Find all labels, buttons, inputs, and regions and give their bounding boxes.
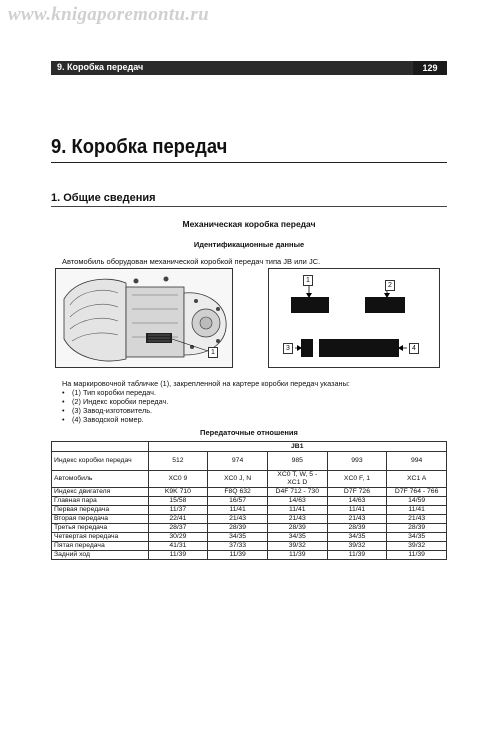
subsection-title: Механическая коробка передач [182, 219, 316, 229]
running-header [51, 61, 447, 75]
table-cell: 34/35 [208, 533, 268, 542]
table-row [52, 488, 447, 497]
table-cell: 37/33 [208, 542, 268, 551]
table-row [52, 506, 447, 515]
row-label: Индекс двигателя [52, 488, 149, 497]
table-cell: 14/63 [327, 497, 387, 506]
table-cell: XC0 9 [148, 471, 208, 488]
row-label: Пятая передача [52, 542, 149, 551]
running-header-title: 9. Коробка передач [57, 62, 144, 72]
plate-field-1 [291, 297, 329, 313]
plate-callout-4: 4 [409, 343, 419, 354]
table-cell: 11/39 [148, 551, 208, 560]
table-cell: 14/63 [267, 497, 327, 506]
identification-plate-diagram [268, 268, 440, 368]
table-cell: 15/58 [148, 497, 208, 506]
figure-callout: 1 [208, 347, 218, 358]
list-item: • (1) Тип коробки передач. [62, 388, 168, 397]
table-cell: XC1 A [387, 471, 447, 488]
table-cell: 21/43 [327, 515, 387, 524]
plate-callout-2: 2 [385, 280, 395, 291]
table-cell: 11/41 [327, 506, 387, 515]
table-cell: 28/39 [208, 524, 268, 533]
table-cell: XC0 T, W, 5 - XC1 D [267, 471, 327, 488]
plate-items-list [62, 388, 168, 424]
table-cell: 11/39 [208, 551, 268, 560]
table-cell: D7F 726 [327, 488, 387, 497]
table-cell: K9K 710 [148, 488, 208, 497]
table-cell: 994 [387, 452, 447, 471]
table-cell: 512 [148, 452, 208, 471]
table-cell: 21/43 [387, 515, 447, 524]
table-cell: F8Q 632 [208, 488, 268, 497]
table-cell: 28/39 [327, 524, 387, 533]
chapter-divider [51, 162, 447, 163]
plate-field-3 [301, 339, 313, 357]
table-header-empty [52, 442, 149, 452]
page-number: 129 [413, 61, 447, 75]
table-cell: 34/35 [327, 533, 387, 542]
table-cell: 34/35 [387, 533, 447, 542]
table-cell: 39/32 [267, 542, 327, 551]
section-title: 1. Общие сведения [51, 192, 156, 204]
table-row [52, 515, 447, 524]
table-cell: 14/59 [387, 497, 447, 506]
row-label: Индекс коробки передач [52, 452, 149, 471]
table-cell: 11/39 [327, 551, 387, 560]
section-divider [51, 206, 447, 207]
table-cell: 21/43 [208, 515, 268, 524]
plate-field-2 [365, 297, 405, 313]
table-row [52, 452, 447, 471]
table-row [52, 471, 447, 488]
table-cell: 11/41 [208, 506, 268, 515]
plate-field-4 [319, 339, 399, 357]
plate-callout-1: 1 [303, 275, 313, 286]
list-item: • (4) Заводской номер. [62, 415, 168, 424]
table-cell: 30/29 [148, 533, 208, 542]
table-cell: 28/37 [148, 524, 208, 533]
plate-callout-3: 3 [283, 343, 293, 354]
table-cell: 28/39 [267, 524, 327, 533]
table-cell: 985 [267, 452, 327, 471]
table-cell: 39/32 [387, 542, 447, 551]
table-row [52, 497, 447, 506]
table-cell: D7F 764 - 766 [387, 488, 447, 497]
list-item: • (2) Индекс коробки передач. [62, 397, 168, 406]
gear-ratios-table [51, 441, 447, 560]
watermark-text: www.knigaporemontu.ru [8, 4, 209, 25]
row-label: Главная пара [52, 497, 149, 506]
ratios-table-title: Передаточные отношения [200, 428, 298, 437]
table-row [52, 551, 447, 560]
table-cell: XC0 F, 1 [327, 471, 387, 488]
intro-paragraph: Автомобиль оборудован механической коробкой передач типа JB или JC. [62, 257, 321, 266]
gearbox-illustration [55, 268, 233, 368]
table-row [52, 524, 447, 533]
table-cell: 34/35 [267, 533, 327, 542]
table-cell: 993 [327, 452, 387, 471]
table-row [52, 542, 447, 551]
table-cell: 21/43 [267, 515, 327, 524]
table-cell: 11/39 [267, 551, 327, 560]
plate-description: На маркировочной табличке (1), закрепленной на картере коробки передач указаны: [62, 379, 350, 388]
row-label: Третья передача [52, 524, 149, 533]
row-label: Вторая передача [52, 515, 149, 524]
row-label: Четвертая передача [52, 533, 149, 542]
table-cell: 11/37 [148, 506, 208, 515]
table-cell: 22/41 [148, 515, 208, 524]
table-group-header: JB1 [148, 442, 446, 452]
row-label: Задний ход [52, 551, 149, 560]
table-cell: XC0 J, N [208, 471, 268, 488]
table-cell: 41/31 [148, 542, 208, 551]
row-label: Автомобиль [52, 471, 149, 488]
table-cell: 11/41 [387, 506, 447, 515]
table-cell: 28/39 [387, 524, 447, 533]
plate-drawing [269, 269, 441, 369]
row-label: Первая передача [52, 506, 149, 515]
table-header-row [52, 442, 447, 452]
identification-title: Идентификационные данные [193, 240, 305, 249]
table-cell: D4F 712 - 730 [267, 488, 327, 497]
table-row [52, 533, 447, 542]
table-cell: 11/39 [387, 551, 447, 560]
chapter-title: 9. Коробка передач [51, 136, 228, 158]
table-cell: 16/57 [208, 497, 268, 506]
table-cell: 974 [208, 452, 268, 471]
table-cell: 11/41 [267, 506, 327, 515]
table-cell: 39/32 [327, 542, 387, 551]
list-item: • (3) Завод-изготовитель. [62, 406, 168, 415]
